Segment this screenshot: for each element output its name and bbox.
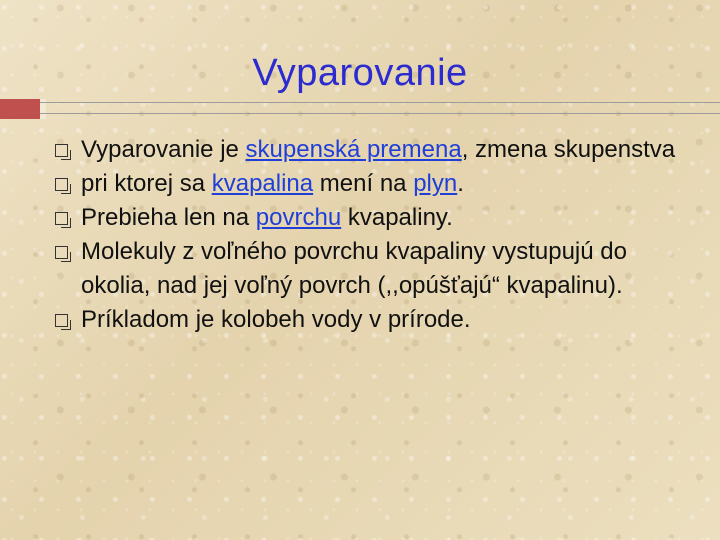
title-accent-bar (0, 99, 40, 119)
square-bullet-icon (55, 314, 68, 327)
link-skupenska-premena[interactable]: skupenská premena (245, 136, 462, 163)
square-bullet-icon (55, 144, 68, 157)
square-bullet-icon (55, 246, 68, 259)
bullet-item-4 (55, 235, 695, 303)
bullet-2-text-1: pri ktorej sa (81, 170, 212, 197)
bullet-3-text-1: Prebieha len na (81, 204, 256, 231)
slide-title: Vyparovanie (252, 52, 468, 94)
link-povrchu[interactable]: povrchu (255, 204, 342, 231)
bullet-1-text-2: , zmena skupenstva (461, 136, 676, 163)
bullet-list (55, 133, 695, 337)
link-plyn[interactable]: plyn (413, 170, 458, 197)
bullet-2-text-2: mení na (313, 170, 414, 197)
bullet-3-text-2: kvapaliny. (341, 204, 453, 231)
bullet-5-text-1: Príkladom je kolobeh vody v prírode. (81, 306, 471, 333)
link-kvapalina[interactable]: kvapalina (211, 170, 314, 197)
bullet-2-text-3: . (457, 170, 464, 197)
bullet-item-5 (55, 303, 695, 337)
bullet-4-text-1: Molekuly z voľného povrchu kvapaliny vystupujú do okolia, nad jej voľný povrch (,,opúšťajú“ kvapalinu). (81, 238, 627, 299)
bullet-item-3 (55, 201, 695, 235)
bullet-item-1 (55, 133, 695, 167)
square-bullet-icon (55, 212, 68, 225)
bullet-item-2 (55, 167, 695, 201)
title-divider-line (40, 102, 720, 114)
bullet-1-text-1: Vyparovanie je (81, 136, 246, 163)
square-bullet-icon (55, 178, 68, 191)
